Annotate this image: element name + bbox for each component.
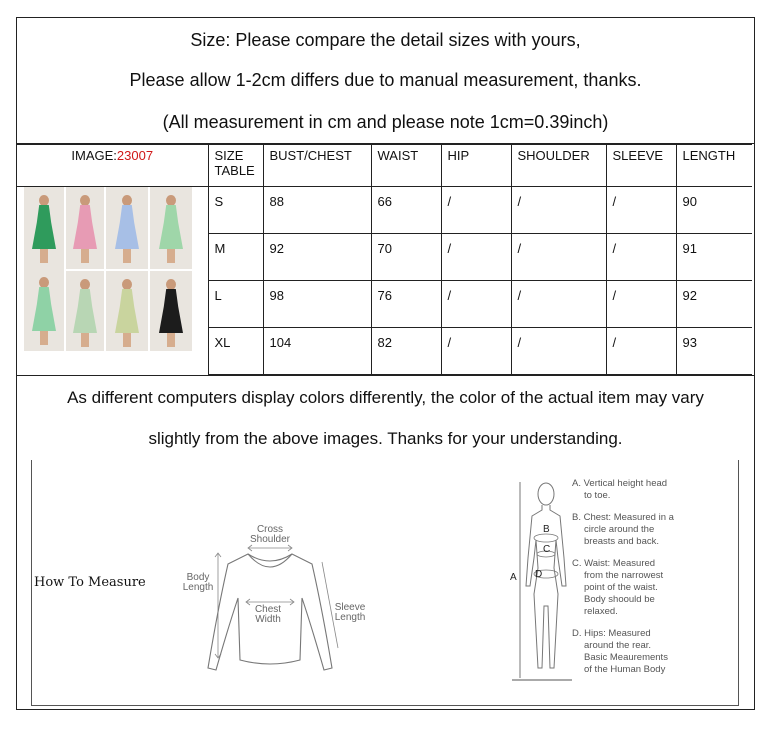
size-table-header-row [17,145,752,187]
size-header [17,18,754,144]
value-cell: 98 [263,281,371,328]
sleeve-length-label: Sleeve [334,602,366,613]
size-table-label: SIZE TABLE [208,145,263,187]
value-cell: / [441,187,511,234]
how-to-measure-panel [31,460,739,706]
size-table [17,144,752,375]
header-line-1: Size: Please compare the detail sizes with yours, [190,30,581,50]
value-cell: / [606,234,676,281]
value-cell: / [511,281,606,328]
product-photo [24,269,64,351]
value-cell: / [606,187,676,234]
image-code: 23007 [116,148,154,163]
value-cell: / [606,281,676,328]
value-cell: 92 [676,281,752,328]
body-length-label: Body [186,572,210,583]
value-cell: / [511,187,606,234]
header-line-3: (All measurement in cm and please note 1cm=0.39inch) [162,112,609,132]
col-length: LENGTH [676,145,752,187]
product-photos-cell [17,187,208,375]
product-photo [66,271,104,351]
value-cell: 104 [263,328,371,375]
col-shoulder: SHOULDER [511,145,606,187]
cross-shoulder-label: Shoulder [249,534,291,545]
image-code-header [17,145,208,187]
product-photos [24,187,192,351]
value-cell: / [511,328,606,375]
body-head [538,483,554,505]
size-cell: L [208,281,263,328]
letter-a: A [510,572,517,583]
legend-item-b: B. Chest: Measured in a circle around the breasts and back. [572,512,674,547]
value-cell: 88 [263,187,371,234]
size-cell: XL [208,328,263,375]
legend-item-d: D. Hips: Measured around the rear. Basic Meaurements of the Human Body [572,628,668,675]
size-chart-sheet [16,17,755,710]
product-photo [150,187,192,269]
value-cell: / [441,234,511,281]
col-hip: HIP [441,145,511,187]
value-cell: 90 [676,187,752,234]
size-cell: M [208,234,263,281]
product-photo [24,187,64,269]
measure-legend [572,478,674,686]
sleeve-length-label: Length [334,612,366,623]
value-cell: / [441,281,511,328]
image-label: IMAGE: [71,148,117,163]
notice-line-1: As different computers display colors differently, the color of the actual item may vary [67,388,704,407]
legend-item-c: C. Waist: Measured from the narrowest point of the waist. Body shoould be relaxed. [572,558,664,617]
col-waist: WAIST [371,145,441,187]
value-cell: / [606,328,676,375]
header-line-2: Please allow 1-2cm differs due to manual measurement, thanks. [129,70,642,90]
value-cell: 70 [371,234,441,281]
value-cell: 66 [371,187,441,234]
chest-width-label: Width [255,614,281,625]
product-photo [106,187,148,269]
value-cell: 93 [676,328,752,375]
body-length-label: Length [182,582,214,593]
letter-b: B [543,524,550,535]
letter-c: C [543,544,551,555]
col-sleeve: SLEEVE [606,145,676,187]
chest-width-label: Chest [254,604,282,615]
product-photo [66,187,104,269]
product-photo [150,271,192,351]
value-cell: 82 [371,328,441,375]
legend-item-a: A. Vertical height head to toe. [572,478,668,501]
sweater-measure-diagram [182,498,366,688]
cross-shoulder-label: Cross [256,524,284,535]
color-notice [17,375,754,459]
value-cell: / [511,234,606,281]
letter-d: D [535,569,543,580]
value-cell: 76 [371,281,441,328]
human-body-diagram [506,468,572,698]
value-cell: 92 [263,234,371,281]
col-bust-chest: BUST/CHEST [263,145,371,187]
size-cell: S [208,187,263,234]
how-to-measure-label: How To Measure [34,575,146,590]
value-cell: 91 [676,234,752,281]
table-row [17,187,752,234]
notice-line-2: slightly from the above images. Thanks for your understanding. [148,429,623,448]
product-photo [106,271,148,351]
value-cell: / [441,328,511,375]
